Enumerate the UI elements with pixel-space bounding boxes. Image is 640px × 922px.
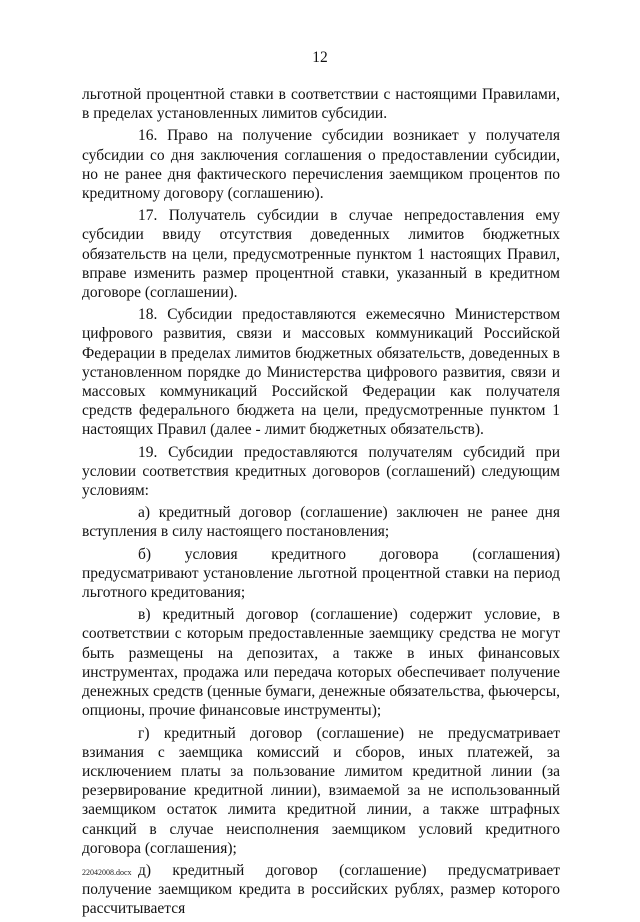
- paragraph-19: 19. Субсидии предоставляются получателям субсидий при условии соответствия кредитных договоров (соглашений) следующим условиям:: [82, 443, 560, 500]
- paragraph-19a: а) кредитный договор (соглашение) заключен не ранее дня вступления в силу настоящего постановления;: [82, 504, 560, 541]
- paragraph-continuation: льготной процентной ставки в соответствии с настоящими Правилами, в пределах установленных лимитов субсидии.: [82, 86, 560, 123]
- paragraph-19d: д) кредитный договор (соглашение) предусматривает получение заемщиком кредита в российских рублях, размер которого рассчитывается: [82, 861, 560, 918]
- paragraph-17: 17. Получатель субсидии в случае непредоставления ему субсидии ввиду отсутствия доведенных лимитов бюджетных обязательств на цели, предусмотренные пунктом 1 настоящих Правил, вправе изменить размер процентной ставки, указанный в кредитном договоре (соглашении).: [82, 207, 560, 302]
- document-body: [82, 85, 560, 922]
- paragraph-19v: в) кредитный договор (соглашение) содержит условие, в соответствии с которым предоставленные заемщику средства не могут быть размещены на депозитах, а также в иных финансовых инструментах, продажа или передача которых обеспечивает получение денежных средств (ценные бумаги, денежные обязательства, фьючерсы, опционы, прочие финансовые инструменты);: [82, 606, 560, 720]
- page-number: 12: [312, 49, 328, 66]
- paragraph-19g: г) кредитный договор (соглашение) не предусматривает взимания с заемщика комиссий и сборов, иных платежей, за исключением платы за пользование лимитом кредитной линии (за резервирование кредитной линии), взимаемой за не использованный заемщиком остаток лимита кредитной линии, а также штрафных санкций в случае неисполнения заемщиком условий кредитного договора (соглашения);: [82, 724, 560, 857]
- paragraph-18: 18. Субсидии предоставляются ежемесячно Министерством цифрового развития, связи и массовых коммуникаций Российской Федерации в пределах лимитов бюджетных обязательств, доведенных в установленном порядке до Министерства цифрового развития, связи и массовых коммуникаций Российской Федерации как получателя средств федерального бюджета на цели, предусмотренные пунктом 1 настоящих Правил (далее - лимит бюджетных обязательств).: [82, 306, 560, 439]
- paragraph-19b: б) условия кредитного договора (соглашения) предусматривают установление льготной процентной ставки на период льготного кредитования;: [82, 545, 560, 602]
- footer-filename: 22042008.docx: [82, 868, 132, 877]
- paragraph-16: 16. Право на получение субсидии возникает у получателя субсидии со дня заключения соглашения о предоставлении субсидии, но не ранее дня фактического перечисления заемщиком процентов по кредитному договору (соглашению).: [82, 127, 560, 203]
